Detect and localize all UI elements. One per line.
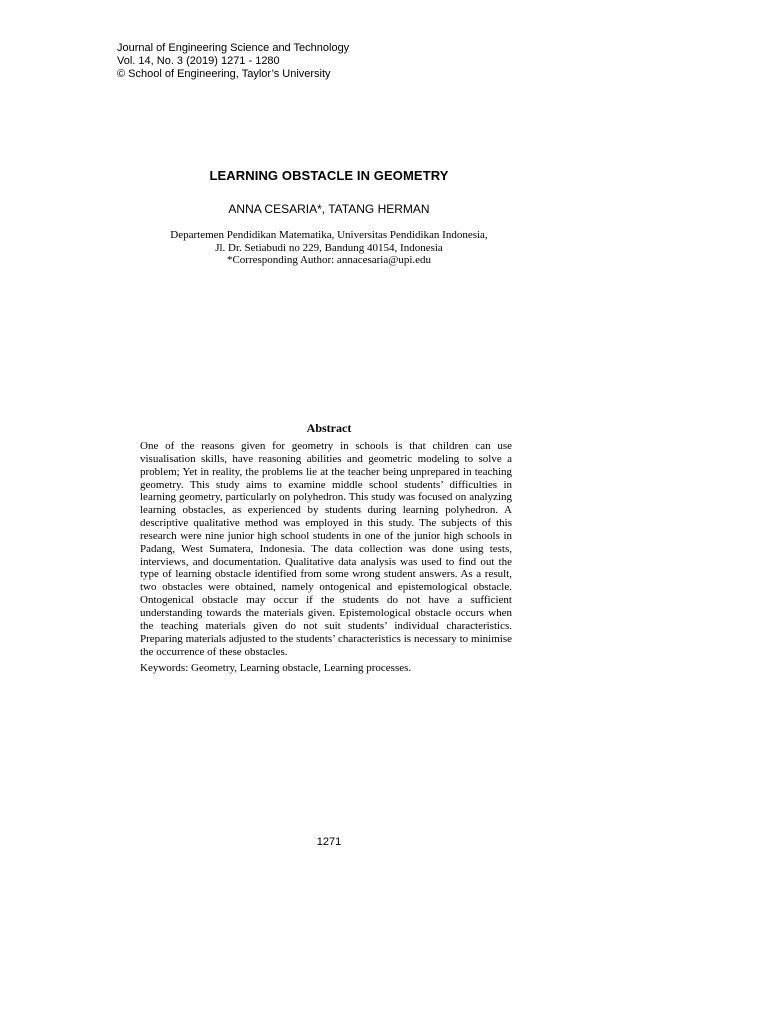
keywords-line: Keywords: Geometry, Learning obstacle, Learning processes.: [140, 662, 412, 674]
paper-authors: ANNA CESARIA*, TATANG HERMAN: [228, 202, 430, 216]
volume-info: Vol. 14, No. 3 (2019) 1271 - 1280: [117, 55, 280, 67]
copyright-line: © School of Engineering, Taylor’s University: [117, 68, 331, 80]
paper-title: LEARNING OBSTACLE IN GEOMETRY: [209, 168, 449, 183]
journal-header: [117, 42, 349, 81]
abstract-heading: Abstract: [306, 421, 352, 435]
affiliation-line: Departemen Pendidikan Matematika, Universitas Pendidikan Indonesia,: [170, 229, 488, 241]
corresponding-author-line: *Corresponding Author: annacesaria@upi.edu: [226, 254, 432, 266]
affiliation-block: [0, 229, 658, 267]
address-line: Jl. Dr. Setiabudi no 229, Bandung 40154, Indonesia: [215, 241, 443, 254]
page-number: 1271: [316, 836, 342, 848]
journal-name: Journal of Engineering Science and Technology: [117, 42, 350, 54]
abstract-text: One of the reasons given for geometry in schools is that children can use visualisation skills, have reasoning abilities and geometric modeling to solve a problem; Yet in reality, the problems lie at the teacher being unprepared in teaching geometry. This study aims to examine middle school students’ difficulties in learning geometry, particularly on polyhedron. This study was focused on analyzing learning obstacles, as experienced by students during learning polyhedron. A descriptive qualitative method was employed in this study. The subjects of this research were nine junior high school students in one of the junior high schools in Padang, West Sumatera, Indonesia. The data collection was done using tests, interviews, and documentation. Qualitative data analysis was used to find out the type of learning obstacle identified from some wrong student answers. As a result, two obstacles were obtained, namely ontogenical and epistemological obstacle. Ontogenical obstacle may occur if the students do not have a sufficient understanding towards the materials given. Epistemological obstacle occurs when the teaching materials given do not suit students’ individual characteristics. Preparing materials adjusted to the students’ characteristics is necessary to minimise the occurrence of these obstacles.: [140, 440, 512, 658]
